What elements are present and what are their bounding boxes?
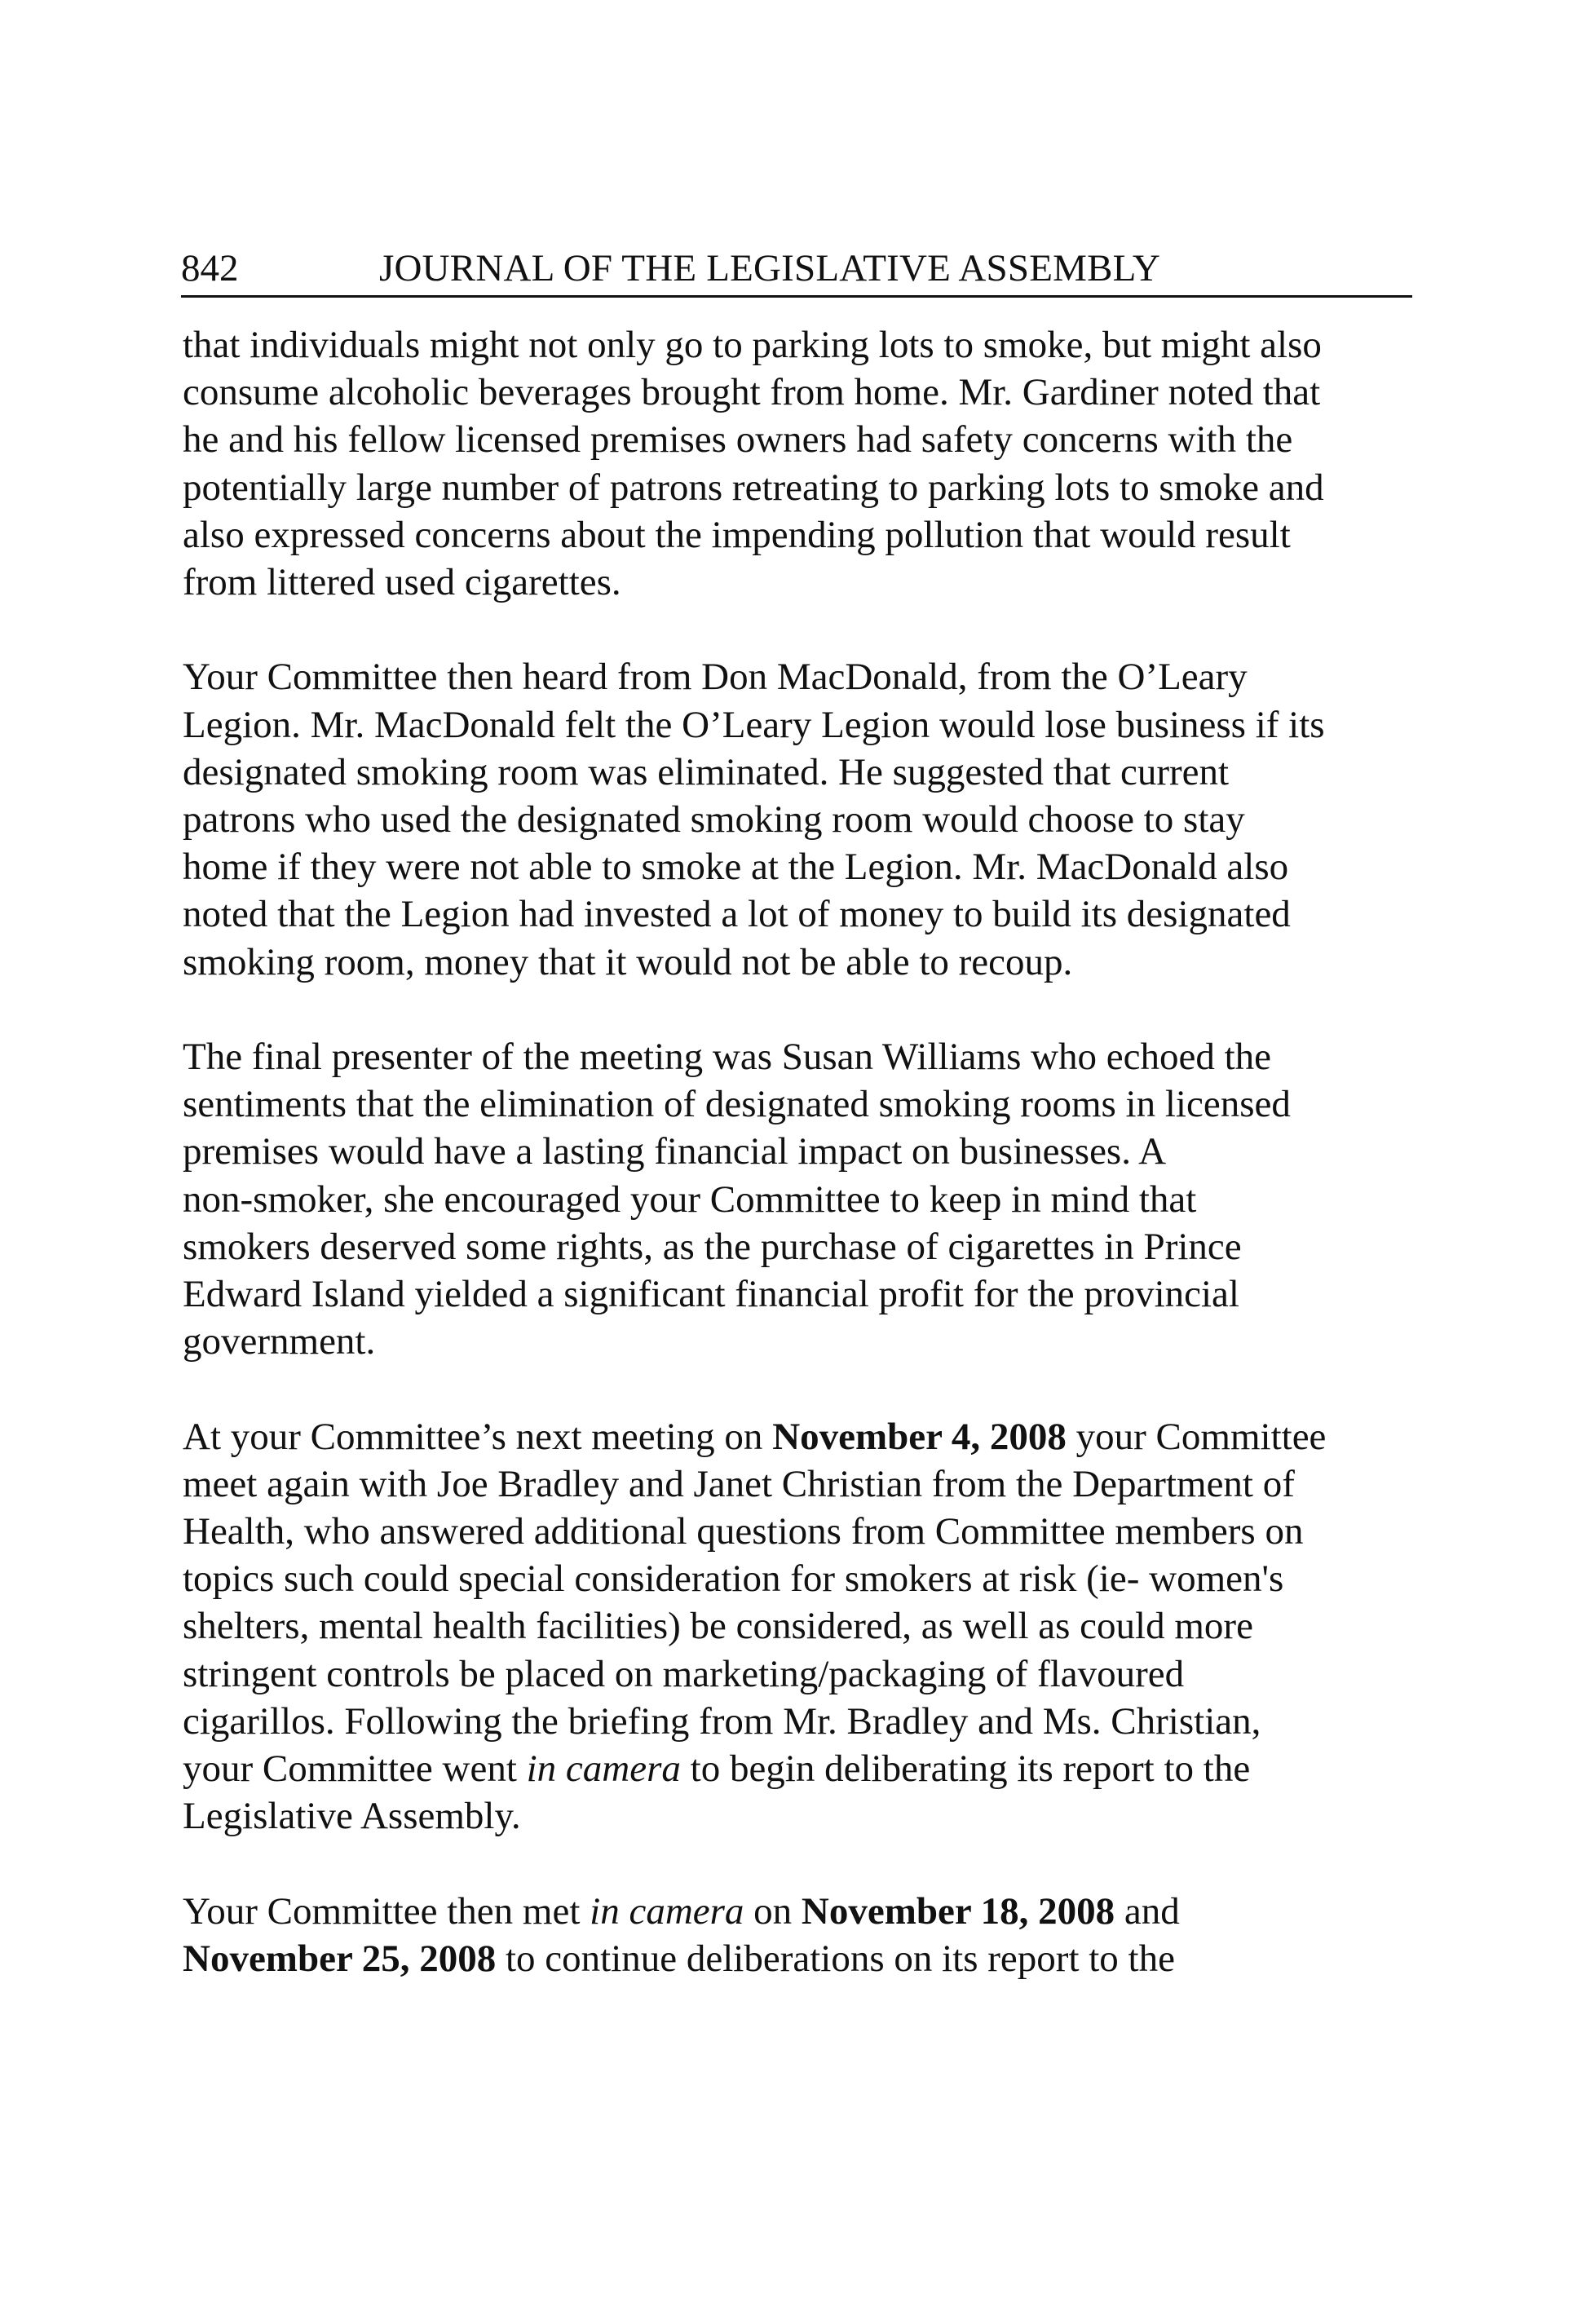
text-segment: potentially large number of patrons retreating to parking lots to smoke and [183,466,1324,509]
body-text [183,321,1422,2030]
bold-date: November 4, 2008 [772,1415,1067,1458]
text-segment: smoking room, money that it would not be able to recoup. [183,940,1073,983]
text-segment: meet again with Joe Bradley and Janet Christian from the Department of [183,1462,1295,1505]
italic-phrase: in camera [590,1889,744,1933]
running-title: JOURNAL OF THE LEGISLATIVE ASSEMBLY [379,247,1160,289]
text-line [183,1223,1422,1270]
page-number: 842 [181,247,239,289]
text-segment: premises would have a lasting financial impact on businesses. A [183,1130,1167,1173]
text-line [183,939,1422,986]
text-segment: government. [183,1320,376,1363]
text-segment: home if they were not able to smoke at the Legion. Mr. MacDonald also [183,846,1289,889]
text-line [183,416,1422,463]
text-line [183,1698,1422,1745]
text-line [183,890,1422,938]
text-line [183,1650,1422,1698]
text-segment: he and his fellow licensed premises owners had safety concerns with the [183,418,1293,462]
text-segment: topics such could special consideration for smokers at risk (ie- women's [183,1557,1284,1601]
text-line [183,1080,1422,1128]
text-segment: Edward Island yielded a significant financial profit for the provincial [183,1273,1239,1316]
text-segment: that individuals might not only go to parking lots to smoke, but might also [183,324,1322,366]
text-line [183,1792,1422,1840]
text-line [183,1270,1422,1318]
text-line [183,464,1422,511]
text-segment: non-smoker, she encouraged your Committee to keep in mind that [183,1177,1197,1221]
text-line [183,843,1422,890]
paragraph [183,321,1422,606]
text-segment: designated smoking room was eliminated. He suggested that current [183,750,1230,793]
paragraph [183,1413,1422,1840]
text-line [183,559,1422,606]
text-segment: from littered used cigarettes. [183,561,621,604]
text-segment: patrons who used the designated smoking room would choose to stay [183,798,1245,842]
text-segment: also expressed concerns about the impending pollution that would result [183,513,1291,556]
text-line [183,653,1422,700]
text-line [183,1318,1422,1365]
text-segment: Legion. Mr. MacDonald felt the O’Leary Legion would lose business if its [183,703,1325,746]
text-segment: Your Committee then met [183,1889,590,1933]
text-segment: on [744,1889,802,1933]
text-segment: your Committee went [183,1747,527,1791]
text-segment: shelters, mental health facilities) be considered, as well as could more [183,1605,1253,1648]
paragraph [183,1033,1422,1365]
bold-date: November 25, 2008 [183,1937,497,1980]
text-segment: smokers deserved some rights, as the purchase of cigarettes in Prince [183,1225,1242,1268]
text-segment: stringent controls be placed on marketing/packaging of flavoured [183,1652,1185,1695]
text-segment: to begin deliberating its report to the [680,1747,1251,1791]
text-line [183,1555,1422,1602]
text-line [183,1888,1422,1935]
text-segment: cigarillos. Following the briefing from Mr. Bradley and Ms. Christian, [183,1699,1261,1743]
text-line [183,1128,1422,1175]
text-line [183,1935,1422,1982]
text-line [183,1413,1422,1460]
text-segment: Your Committee then heard from Don MacDonald, from the O’Leary [183,656,1248,699]
text-segment: Legislative Assembly. [183,1795,521,1838]
text-segment: sentiments that the elimination of designated smoking rooms in licensed [183,1083,1291,1126]
text-line [183,369,1422,416]
text-line [183,1460,1422,1508]
text-line [183,749,1422,796]
text-segment: your Committee [1066,1415,1327,1458]
italic-phrase: in camera [526,1747,681,1791]
text-segment: to continue deliberations on its report to the [496,1937,1175,1980]
text-line [183,1508,1422,1555]
text-line [183,701,1422,749]
text-line [183,1176,1422,1223]
text-line [183,1033,1422,1080]
text-line [183,321,1422,369]
text-segment: and [1115,1889,1180,1933]
text-line [183,1602,1422,1650]
paragraph [183,653,1422,985]
running-header [181,241,1412,298]
paragraph [183,1888,1422,1982]
text-segment: At your Committee’s next meeting on [183,1415,773,1458]
text-segment: The final presenter of the meeting was Susan Williams who echoed the [183,1036,1272,1079]
text-line [183,796,1422,843]
text-segment: noted that the Legion had invested a lot of money to build its designated [183,893,1291,936]
text-line [183,1745,1422,1792]
bold-date: November 18, 2008 [801,1889,1115,1933]
text-segment: consume alcoholic beverages brought from home. Mr. Gardiner noted that [183,371,1321,414]
text-line [183,511,1422,559]
text-segment: Health, who answered additional questions from Committee members on [183,1510,1304,1553]
